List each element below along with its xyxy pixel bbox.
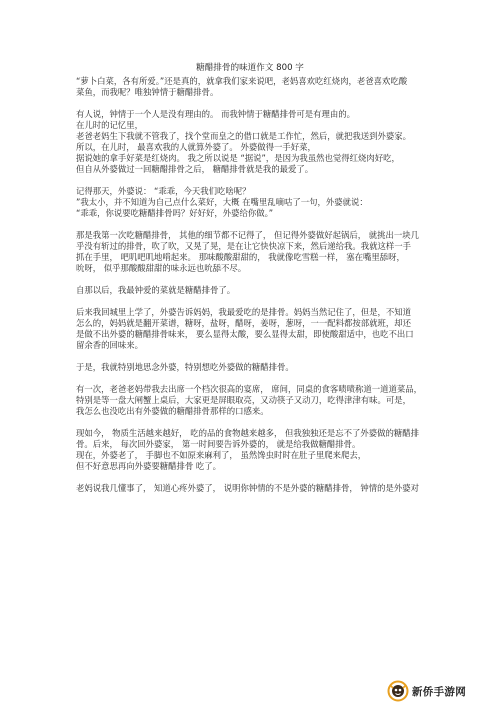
text-line: 据说她的拿手好菜是红烧肉。 我之所以说是 “据说”，是因为我虽然也觉得红烧肉好吃， (76, 153, 400, 163)
text-line: 所以，在儿时， 最喜欢我的人就算外婆了。 外婆做得一手好菜， (76, 142, 316, 152)
text-line: 记得那天，外婆说： “乖乖，今天我们吃啥呢？ (76, 186, 251, 196)
mascot-icon (386, 680, 410, 702)
text-line: 但不好意思再向外婆要糖醋排骨 吃了。 (76, 461, 222, 471)
text-line: 抓在手里， 吧叽吧叽地啃起来。 那味酸酸甜甜的， 我就像吃雪糕一样， 塞在嘴里舔呀， (76, 252, 405, 262)
text-line: 菜鱼，而我呢？唯独钟情于糖醋排骨。 (76, 87, 219, 97)
text-line: 是做不出外婆的糖醋排骨味来， 要么显得太酸，要么显得太甜，即使酸甜适中，也吃不出口 (76, 329, 414, 339)
text-line: 那是我第一次吃糖醋排骨， 其他的细节都不记得了， 但记得外婆做好起锅后， 就挑出一块几 (76, 230, 419, 240)
text-line: 后来我回城里上学了，外婆告诉妈妈，我最爱吃的是排骨。妈妈当然记住了，但是，不知道 (76, 307, 411, 317)
logo-text: 新侨手游网 (412, 686, 466, 698)
page-title: 糖醋排骨的味道作文 800 字 (196, 63, 304, 73)
text-line: 骨。后来， 每次回外婆家， 第一时间要告诉外婆的， 就是给我做糖醋排骨。 (76, 439, 361, 449)
text-line: “乖乖，你说要吃糖醋排骨吗？好好好，外婆给你做。” (76, 208, 274, 218)
text-line: 我怎么也没吃出有外婆做的糖醋排骨那样的口感来。 (76, 406, 269, 416)
text-line: 乎没有斩过的排骨，吹了吹，又晃了晃，是在让它快快凉下来，然后递给我。我就这样一手 (76, 241, 411, 251)
text-line: 留余香的回味来。 (76, 340, 143, 350)
text-line: 自那以后，我最钟爱的菜就是糖醋排骨了。 (76, 285, 236, 295)
text-line: 特别是等一盘大闸蟹上桌后，大家更是屏眼取亮，又动筷子又动刀，吃得津津有味。可是， (76, 395, 411, 405)
text-line: 于是，我就特别地思念外婆，特别想吃外婆做的糖醋排骨。 (76, 362, 294, 372)
text-line: 老妈说我几懂事了， 知道心疼外婆了， 说明你钟情的不是外婆的糖醋排骨， 钟情的是外婆对 (76, 483, 419, 493)
text-line: 有一次，老爸老妈带我去出席一个档次很高的宴席， 席间，同桌的食客啧啧称道一道道菜品， (76, 384, 423, 394)
text-line: 老爸老妈生下我就不管我了，找个堂而皇之的借口就是工作忙，然后，就把我送到外婆家。 (76, 131, 411, 141)
text-line: 在儿时的记忆里， (76, 120, 143, 130)
site-logo (386, 680, 492, 702)
text-line: 现在，外婆老了， 手脚也不如原来麻利了， 虽然馋虫时时在肚子里爬来爬去， (76, 450, 367, 460)
text-line: 有人说，钟情于一个人是没有理由的。 而我钟情于糖醋排骨可是有理由的。 (76, 109, 356, 119)
text-line: ”我太小，并不知道为自己点什么菜好，大概 在嘴里乱嘀咕了一句，外婆就说： (76, 197, 368, 207)
text-line: 怎么的，妈妈就是翻开菜谱，糖呀，盐呀，醋呀，姜呀，葱呀，一一配料都按部就班，却还 (76, 318, 411, 328)
text-line: 吮呀， 似乎那酸酸甜甜的味永远也吮舔不尽。 (76, 263, 247, 273)
text-line: 现如今， 物质生活越来越好， 吃的品的食物越来越多， 但我独独还是忘不了外婆做的糖醋排 (76, 428, 419, 438)
text-line: “萝卜白菜，各有所爱。”还是真的，就拿我们家来说吧，老妈喜欢吃红烧肉，老爸喜欢吃酸 (76, 76, 408, 86)
text-line: 但自从外婆做过一回糖醋排骨之后， 糖醋排骨就是我的最爱了。 (76, 164, 314, 174)
